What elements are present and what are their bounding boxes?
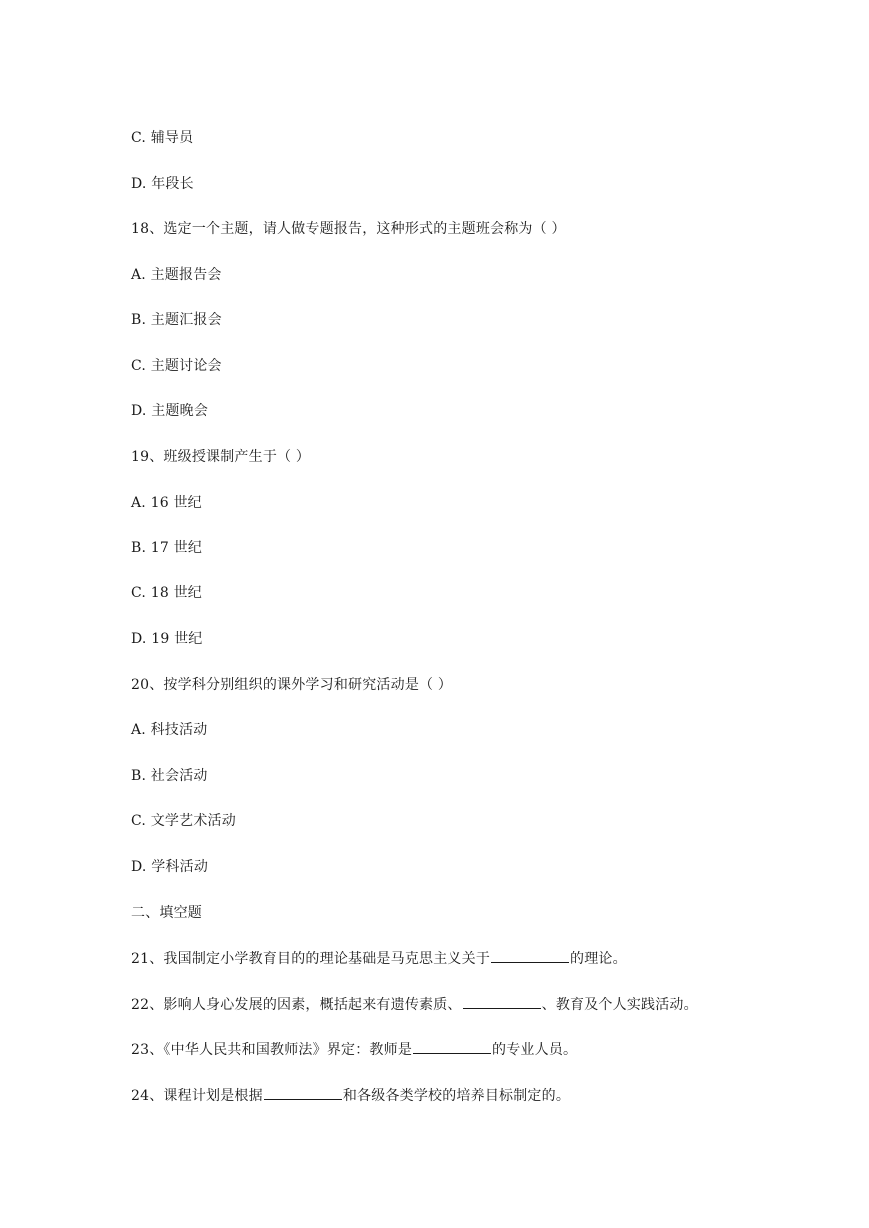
question-20: 20、按学科分别组织的课外学习和研究活动是（ ） <box>131 677 453 693</box>
q20-option-d: D. 学科活动 <box>131 859 209 875</box>
q23-text-before: 23、《中华人民共和国教师法》界定：教师是 <box>131 1042 413 1058</box>
q22-text-before: 22、影响人身心发展的因素，概括起来有遗传素质、 <box>131 997 462 1013</box>
q24-text-before: 24、课程计划是根据 <box>131 1088 263 1104</box>
q20-option-c: C. 文学艺术活动 <box>131 813 236 829</box>
question-19: 19、班级授课制产生于（ ） <box>131 449 311 465</box>
q24-blank <box>264 1085 342 1100</box>
section-heading-fill-blank: 二、填空题 <box>131 905 202 921</box>
q23-text-after: 的专业人员。 <box>492 1042 578 1058</box>
q18-option-a: A. 主题报告会 <box>131 267 222 283</box>
q19-option-b: B. 17 世纪 <box>131 540 203 556</box>
q18-option-b: B. 主题汇报会 <box>131 312 222 328</box>
option-c-line: C. 辅导员 <box>131 130 194 146</box>
q22-blank <box>463 994 541 1009</box>
question-24 <box>131 1085 570 1106</box>
q23-blank <box>413 1039 491 1054</box>
q19-option-d: D. 19 世纪 <box>131 631 203 647</box>
q19-option-c: C. 18 世纪 <box>131 585 202 601</box>
question-21 <box>131 948 627 969</box>
question-18: 18、选定一个主题，请人做专题报告，这种形式的主题班会称为（ ） <box>131 221 566 237</box>
q19-option-a: A. 16 世纪 <box>131 495 202 511</box>
q21-text-before: 21、我国制定小学教育目的的理论基础是马克思主义关于 <box>131 951 491 967</box>
q20-option-a: A. 科技活动 <box>131 722 208 738</box>
q20-option-b: B. 社会活动 <box>131 768 208 784</box>
option-d-line: D. 年段长 <box>131 176 194 192</box>
q18-option-c: C. 主题讨论会 <box>131 358 222 374</box>
question-22 <box>131 994 698 1015</box>
q24-text-after: 和各级各类学校的培养目标制定的。 <box>342 1088 571 1104</box>
question-23 <box>131 1039 577 1060</box>
q21-text-after: 的理论。 <box>570 951 627 967</box>
q21-blank <box>491 948 569 963</box>
q18-option-d: D. 主题晚会 <box>131 403 209 419</box>
q22-text-after: 、教育及个人实践活动。 <box>541 997 698 1013</box>
